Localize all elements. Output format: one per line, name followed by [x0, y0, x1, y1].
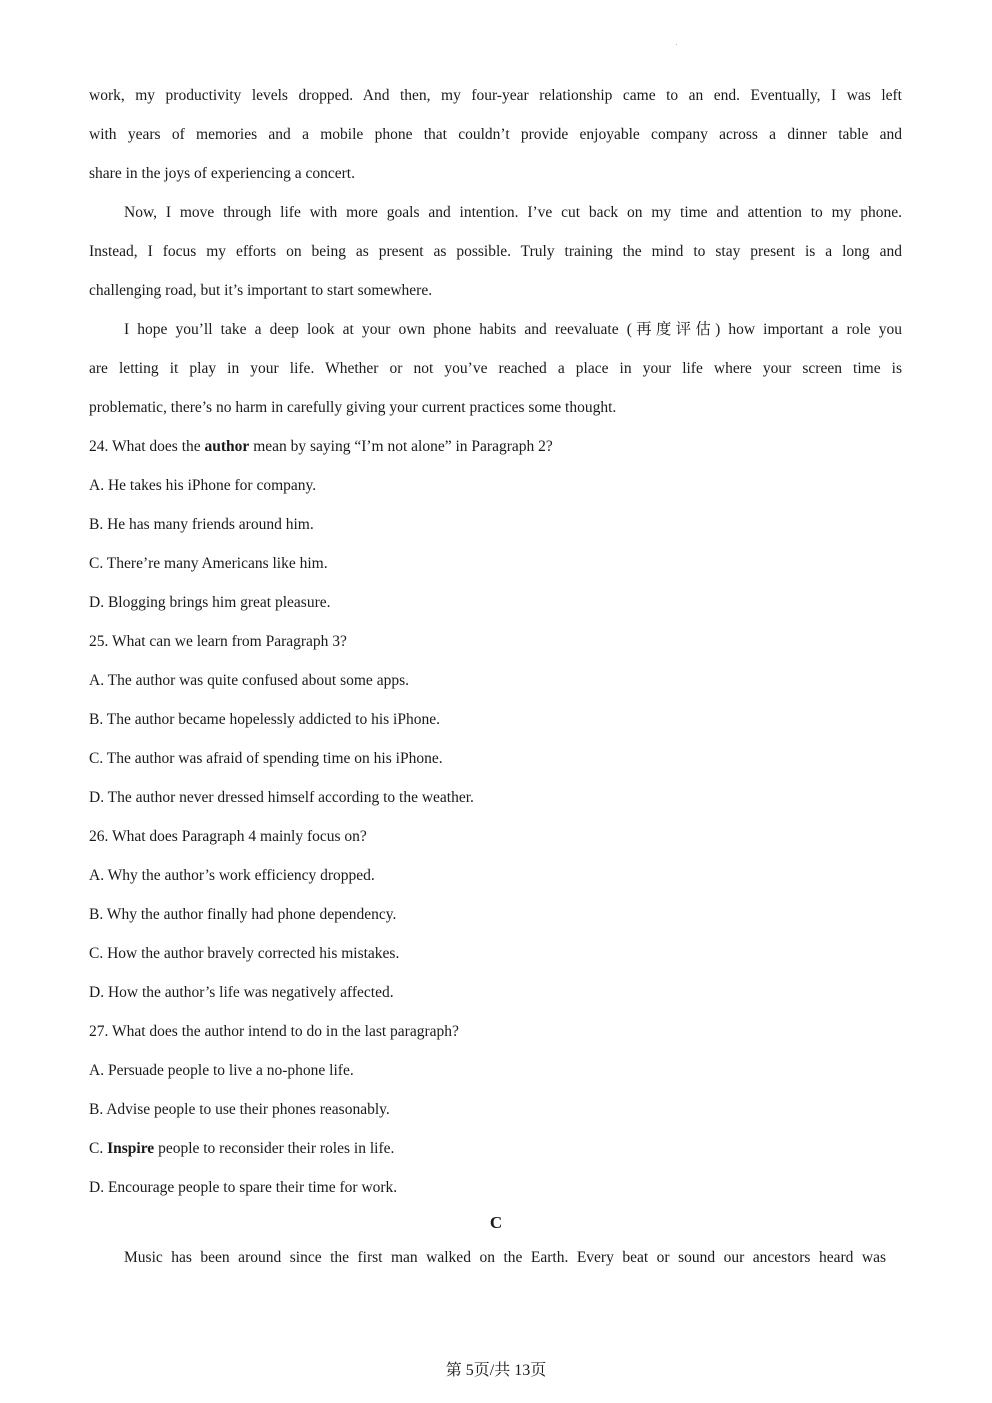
question-26-option-b: B. Why the author finally had phone dependency. — [89, 906, 397, 923]
question-25-stem: 25. What can we learn from Paragraph 3? — [89, 633, 347, 650]
stem-bold-word: author — [204, 438, 250, 455]
option-bold-word: Inspire — [107, 1140, 155, 1157]
question-27-stem: 27. What does the author intend to do in the last paragraph? — [89, 1023, 459, 1040]
question-25-option-a: A. The author was quite confused about some apps. — [89, 672, 409, 689]
passage-line: work, my productivity levels dropped. And then, my four-year relationship came to an end. Eventually, I was left — [89, 87, 902, 104]
question-24-option-c: C. There’re many Americans like him. — [89, 555, 328, 572]
passage-line: Now, I move through life with more goals and intention. I’ve cut back on my time and attention to my phone. — [124, 204, 902, 221]
passage-line: Instead, I focus my efforts on being as present as possible. Truly training the mind to stay present is a long and — [89, 243, 902, 260]
question-25-option-b: B. The author became hopelessly addicted to his iPhone. — [89, 711, 440, 728]
option-prefix: C. — [89, 1140, 108, 1157]
stem-text: mean by saying “I’m not alone” in Paragraph 2? — [249, 438, 553, 455]
question-27-option-d: D. Encourage people to spare their time for work. — [89, 1179, 398, 1196]
question-26-option-d: D. How the author’s life was negatively affected. — [89, 984, 394, 1001]
passage-line: with years of memories and a mobile phone that couldn’t provide enjoyable company across a dinner table and — [89, 126, 902, 143]
passage-line: are letting it play in your life. Whether or not you’ve reached a place in your life where your screen time is — [89, 360, 902, 377]
passage-line: share in the joys of experiencing a concert. — [89, 165, 355, 182]
question-24-option-b: B. He has many friends around him. — [89, 516, 314, 533]
question-24-stem — [89, 436, 902, 458]
passage-line: I hope you’ll take a deep look at your own phone habits and reevaluate (再度评估) how important a role you — [124, 321, 902, 338]
question-27-option-b: B. Advise people to use their phones reasonably. — [89, 1101, 390, 1118]
page-number-footer: 第 5页/共 13页 — [445, 1362, 547, 1379]
question-26-stem: 26. What does Paragraph 4 mainly focus on? — [89, 828, 367, 845]
question-25-option-c: C. The author was afraid of spending time on his iPhone. — [89, 750, 443, 767]
stem-text: 24. What does the — [89, 438, 205, 455]
option-text: people to reconsider their roles in life. — [154, 1140, 395, 1157]
question-26-option-a: A. Why the author’s work efficiency dropped. — [89, 867, 375, 884]
question-26-option-c: C. How the author bravely corrected his mistakes. — [89, 945, 400, 962]
passage-line: problematic, there’s no harm in carefully giving your current practices some thought. — [89, 399, 617, 416]
section-c-first-line: Music has been around since the first man walked on the Earth. Every beat or sound our ancestors heard was — [124, 1249, 886, 1266]
question-24-option-a: A. He takes his iPhone for company. — [89, 477, 317, 494]
scan-speck — [676, 44, 677, 45]
question-27-option-a: A. Persuade people to live a no-phone life. — [89, 1062, 354, 1079]
passage-line: challenging road, but it’s important to start somewhere. — [89, 282, 433, 299]
question-24-option-d: D. Blogging brings him great pleasure. — [89, 594, 331, 611]
question-25-option-d: D. The author never dressed himself according to the weather. — [89, 789, 474, 806]
question-27-option-c — [89, 1138, 902, 1160]
section-c-heading: C — [489, 1213, 503, 1232]
